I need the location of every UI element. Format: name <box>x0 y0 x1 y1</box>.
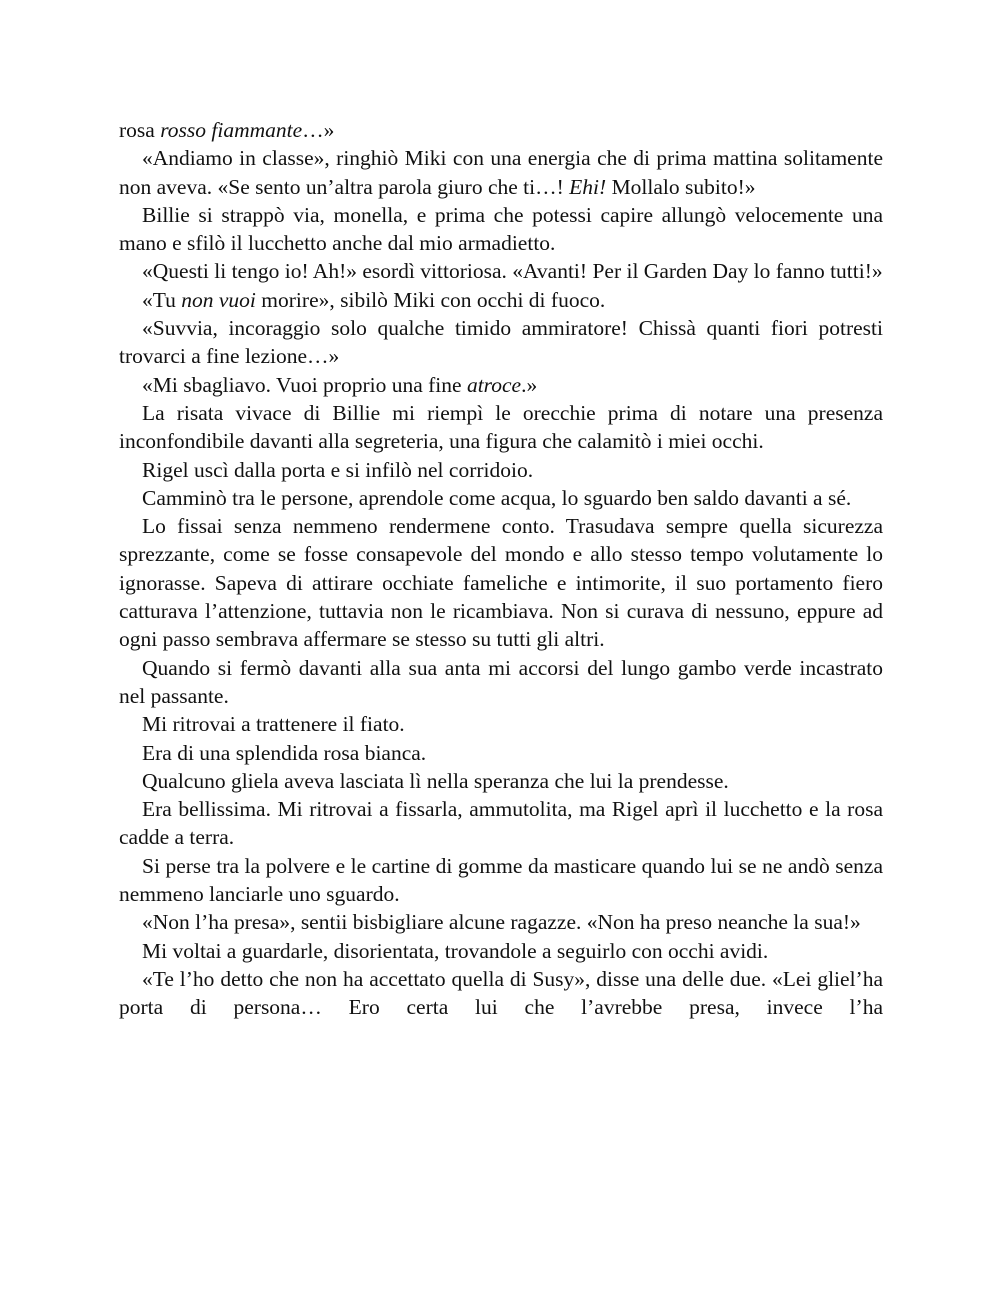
text-run: .» <box>521 372 538 397</box>
text-run: Si perse tra la polvere e le cartine di gomme da masticare quando lui se ne andò senza nemmeno lanciarle uno sguardo. <box>119 853 883 907</box>
text-run: La risata vivace di Billie mi riempì le orecchie prima di notare una presenza inconfondibile davanti alla segreteria, una figura che calamitò i miei occhi. <box>119 400 883 454</box>
italic-text: atroce <box>466 372 522 397</box>
text-run: Camminò tra le persone, aprendole come acqua, lo sguardo ben saldo davanti a sé. <box>142 485 852 510</box>
paragraph <box>119 512 883 653</box>
text-run: «Andiamo in classe», ringhiò Miki con una energia che di prima mattina solitamente non aveva. «Se sento un’altra parola giuro che ti…! <box>119 146 883 199</box>
text-run: Lo fissai senza nemmeno rendermene conto. Trasudava sempre quella sicurezza sprezzante, come se fosse consapevole del mondo e allo stesso tempo volutamente lo ignorasse. Sapeva di attirare occhiate fameliche e intimorite, il suo portamento fiero catturava l’attenzione, tuttavia non le ricambiava. Non si curava di nessuno, eppure ad ogni passo sembrava affermare se stesso su tutti gli altri. <box>119 514 883 652</box>
text-run: Mollalo subito!» <box>606 174 756 199</box>
paragraph <box>119 908 883 936</box>
paragraph <box>119 937 883 965</box>
italic-text: rosso fiammante <box>160 118 303 142</box>
text-run: morire», sibilò Miki con occhi di fuoco. <box>255 287 606 312</box>
text-run: Era bellissima. Mi ritrovai a fissarla, ammutolita, ma Rigel aprì il lucchetto e la rosa cadde a terra. <box>119 797 883 850</box>
paragraph <box>119 965 883 1022</box>
text-run: Billie si strappò via, monella, e prima che potessi capire allungò velocemente una mano e sfilò il lucchetto anche dal mio armadietto. <box>119 202 883 256</box>
text-run: «Mi sbagliavo. Vuoi proprio una fine <box>142 372 467 397</box>
text-run: Mi ritrovai a trattenere il fiato. <box>142 712 405 737</box>
text-run: «Non l’ha presa», sentii bisbigliare alcune ragazze. «Non ha preso neanche la sua!» <box>142 910 861 935</box>
italic-text: non vuoi <box>181 287 256 312</box>
text-run: «Te l’ho detto che non ha accettato quella di Susy», disse una delle due. «Lei gliel’ha porta di persona… Ero certa lui che l’avrebbe presa, invece l’ha <box>119 966 883 1020</box>
paragraph <box>119 257 883 285</box>
paragraph <box>119 795 883 852</box>
paragraph <box>119 201 883 258</box>
text-run: «Suvvia, incoraggio solo qualche timido ammiratore! Chissà quanti fiori potresti trovarci a fine lezione…» <box>119 316 883 369</box>
paragraph <box>119 739 883 767</box>
text-run: …» <box>302 118 335 142</box>
paragraph <box>119 314 883 371</box>
paragraph <box>119 144 883 201</box>
paragraph <box>119 286 883 314</box>
text-run: Quando si fermò davanti alla sua anta mi accorsi del lungo gambo verde incastrato nel passante. <box>119 655 883 708</box>
book-page-text <box>119 116 883 1022</box>
italic-text: Ehi! <box>569 174 607 199</box>
paragraph <box>119 371 883 399</box>
paragraph <box>119 456 883 484</box>
paragraph <box>119 654 883 711</box>
paragraph <box>119 852 883 909</box>
paragraph <box>119 484 883 512</box>
text-run: rosa <box>119 118 161 142</box>
text-run: Qualcuno gliela aveva lasciata lì nella speranza che lui la prendesse. <box>142 768 729 793</box>
paragraph <box>119 399 883 456</box>
paragraph <box>119 116 883 144</box>
paragraph <box>119 710 883 738</box>
text-run: Rigel uscì dalla porta e si infilò nel corridoio. <box>142 457 534 482</box>
text-run: «Tu <box>142 287 182 312</box>
text-run: Mi voltai a guardarle, disorientata, trovandole a seguirlo con occhi avidi. <box>142 938 769 963</box>
paragraph <box>119 767 883 795</box>
text-run: «Questi li tengo io! Ah!» esordì vittoriosa. «Avanti! Per il Garden Day lo fanno tutti!» <box>142 259 883 284</box>
text-run: Era di una splendida rosa bianca. <box>142 740 427 765</box>
